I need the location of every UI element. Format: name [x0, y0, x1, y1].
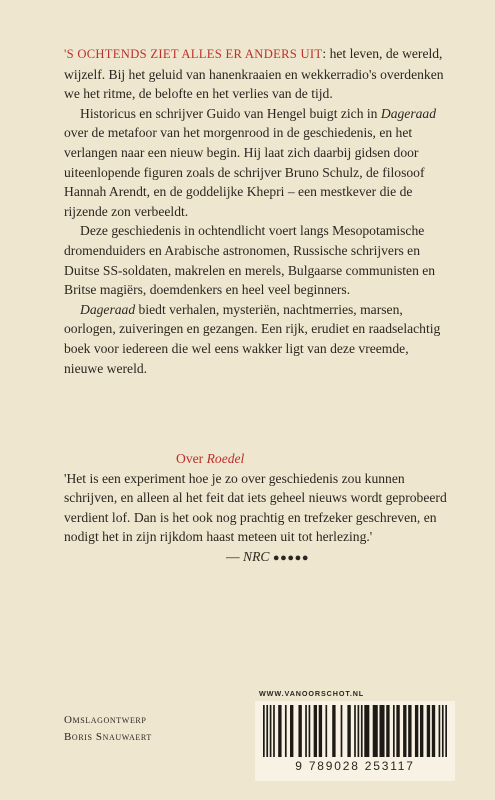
barcode-bar	[361, 705, 363, 757]
barcode-bar	[319, 705, 322, 757]
review-quote: 'Het is een experiment hoe je zo over geschiedenis zou kunnen schrijven, en alleen al het feit dat iets geheel nieuws wordt geprobeerd verdient lof. Dan is het ook nog prachtig en trefzeker geschreven, en nodigt het in zijn rijkdom haast meteen uit tot herlezing.'	[64, 470, 447, 545]
review-over-title: Roedel	[206, 451, 245, 466]
barcode-bar	[298, 705, 301, 757]
barcode-bar	[364, 705, 369, 757]
barcode-bar	[347, 705, 350, 757]
barcode-bar	[403, 705, 406, 757]
barcode-bar	[266, 705, 268, 757]
barcode-bar	[415, 705, 418, 757]
blurb-p4-text: biedt verhalen, mysteriën, nachtmerries, marsen, oorlogen, zuiveringen en gezangen. Een rijk, erudiet en raadselachtig boek voor iedereen die wel eens wakker ligt van deze vreemde, nieuwe wereld.	[64, 301, 441, 376]
barcode-bar	[325, 705, 327, 757]
barcode-bar	[432, 705, 435, 757]
barcode-bar	[358, 705, 360, 757]
barcode-bar	[314, 705, 317, 757]
credit-label: Omslagontwerp	[64, 714, 147, 726]
barcode-bar	[420, 705, 423, 757]
barcode-bar	[393, 705, 395, 757]
blurb-p2-text-b: over de metafoor van het morgenrood in de geschiedenis, en het verlangen naar een nieuw begin. Hij laat zich daarbij gidsen door uiteenlopende figuren zoals de schrijver Bruno Schulz, de filosoof Hannah Arendt, en de goddelijke Khepri – een mestkever die de rijzende zon verbeeldt.	[64, 125, 425, 219]
barcode-bar	[273, 705, 275, 757]
barcode-bar	[445, 705, 447, 757]
barcode-bar	[379, 705, 384, 757]
blurb-paragraph-2	[64, 104, 448, 222]
barcode-bar	[439, 705, 441, 757]
barcode-area	[255, 689, 455, 781]
barcode-bar	[427, 705, 430, 757]
review-source-name: NRC	[243, 548, 270, 564]
barcode-bar	[408, 705, 411, 757]
barcode-bar	[341, 705, 343, 757]
review-heading	[64, 449, 448, 469]
barcode-bar	[263, 705, 265, 757]
barcode-bar	[373, 705, 378, 757]
blurb-p4-book-title: Dageraad	[80, 301, 136, 317]
barcode-box	[255, 701, 455, 781]
blurb-p2-book-title: Dageraad	[380, 105, 437, 121]
cover-design-credit	[64, 712, 264, 746]
review-source	[64, 547, 448, 569]
barcode-bar	[332, 705, 335, 757]
barcode-bar	[278, 705, 281, 757]
barcode-bar	[270, 705, 272, 757]
credit-designer: Boris Snauwaert	[64, 731, 152, 743]
barcode-bar	[386, 705, 389, 757]
barcode-bar	[396, 705, 399, 757]
blurb-paragraph-3: Deze geschiedenis in ochtendlicht voert langs Mesopotamische dromenduiders en Arabische astronomen, Russische schrijvers en Duitse SS-soldaten, makrelen en merels, Bulgaarse communisten en Britse magiërs, doemdenkers en heel veel beginners.	[64, 223, 436, 298]
barcode-bar	[305, 705, 307, 757]
review-rating: ●●●●●	[272, 551, 310, 564]
review-source-dash: —	[226, 548, 243, 564]
review-block	[64, 449, 448, 569]
blurb-lead-rest: : het leven, de wereld, wijzelf. Bij het geluid van hanenkraaien en wekkerradio's overdenken we het ritme, de belofte en het verlies van de tijd.	[64, 46, 444, 102]
blurb-p2-text-a: Historicus en schrijver Guido van Hengel buigt zich in	[80, 105, 381, 121]
barcode-bar	[354, 705, 356, 757]
blurb-paragraph-1	[64, 44, 448, 104]
barcode-bar	[442, 705, 444, 757]
barcode-icon	[263, 705, 447, 759]
blurb-paragraph-4	[64, 300, 448, 378]
publisher-url: WWW.VANOORSCHOT.NL	[259, 689, 365, 698]
blurb	[64, 44, 448, 378]
barcode-bar	[285, 705, 287, 757]
review-over-label: Over	[176, 451, 204, 466]
barcode-bar	[290, 705, 293, 757]
isbn-number: 9 789028 253117	[295, 759, 415, 773]
barcode-bar	[309, 705, 311, 757]
blurb-lead-caps: 'S OCHTENDS ZIET ALLES ER ANDERS UIT	[64, 47, 323, 61]
